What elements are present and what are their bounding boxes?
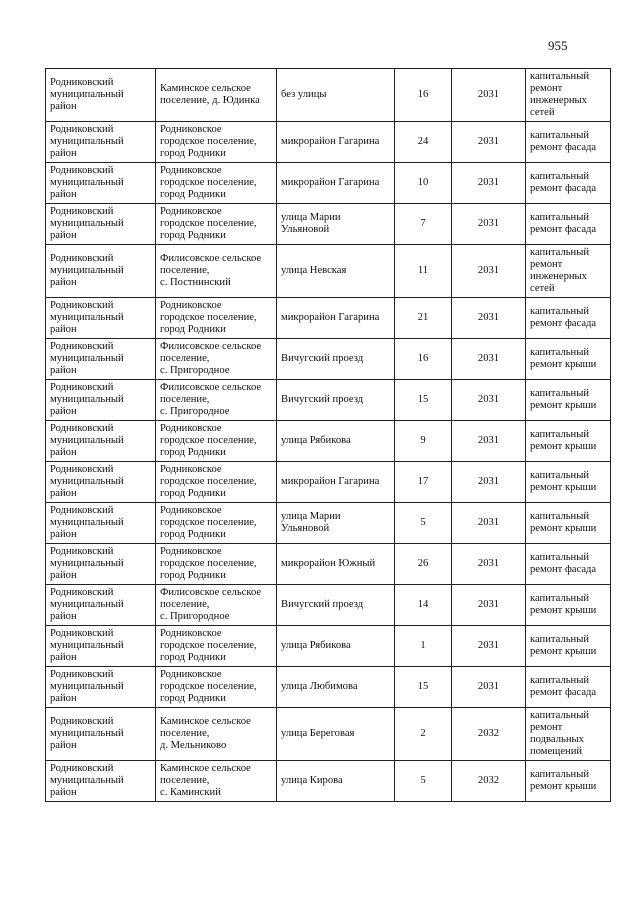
- house-number-cell: 26: [395, 544, 452, 585]
- work-type-cell: капитальный ремонт подвальных помещений: [526, 708, 611, 761]
- work-type-cell: капитальный ремонт инженерных сетей: [526, 245, 611, 298]
- street-cell: микрорайон Южный: [277, 544, 395, 585]
- table-row: [46, 380, 611, 421]
- table-row: [46, 204, 611, 245]
- street-cell: улица Любимова: [277, 667, 395, 708]
- street-cell: улица Марии Ульяновой: [277, 503, 395, 544]
- table-body: [46, 69, 611, 802]
- settlement-cell: Каминское сельское поселение, д. Мельниково: [156, 708, 277, 761]
- year-cell: 2031: [452, 503, 526, 544]
- work-type-cell: капитальный ремонт крыши: [526, 503, 611, 544]
- year-cell: 2031: [452, 585, 526, 626]
- house-number-cell: 16: [395, 339, 452, 380]
- street-cell: микрорайон Гагарина: [277, 298, 395, 339]
- house-number-cell: 10: [395, 163, 452, 204]
- year-cell: 2031: [452, 462, 526, 503]
- year-cell: 2031: [452, 122, 526, 163]
- settlement-cell: Филисовское сельское поселение, с. Пригородное: [156, 585, 277, 626]
- table-row: [46, 69, 611, 122]
- district-cell: Родниковский муниципальный район: [46, 626, 156, 667]
- district-cell: Родниковский муниципальный район: [46, 339, 156, 380]
- year-cell: 2031: [452, 163, 526, 204]
- house-number-cell: 21: [395, 298, 452, 339]
- street-cell: Вичугский проезд: [277, 380, 395, 421]
- year-cell: 2031: [452, 339, 526, 380]
- street-cell: улица Рябикова: [277, 421, 395, 462]
- district-cell: Родниковский муниципальный район: [46, 245, 156, 298]
- settlement-cell: Филисовское сельское поселение, с. Пригородное: [156, 380, 277, 421]
- year-cell: 2032: [452, 708, 526, 761]
- work-type-cell: капитальный ремонт крыши: [526, 462, 611, 503]
- district-cell: Родниковский муниципальный район: [46, 69, 156, 122]
- table-row: [46, 421, 611, 462]
- house-number-cell: 16: [395, 69, 452, 122]
- settlement-cell: Филисовское сельское поселение, с. Пригородное: [156, 339, 277, 380]
- work-type-cell: капитальный ремонт фасада: [526, 544, 611, 585]
- table-row: [46, 245, 611, 298]
- work-type-cell: капитальный ремонт фасада: [526, 298, 611, 339]
- settlement-cell: Родниковское городское поселение, город Родники: [156, 503, 277, 544]
- work-type-cell: капитальный ремонт крыши: [526, 626, 611, 667]
- work-type-cell: капитальный ремонт крыши: [526, 339, 611, 380]
- year-cell: 2031: [452, 421, 526, 462]
- work-type-cell: капитальный ремонт крыши: [526, 585, 611, 626]
- street-cell: микрорайон Гагарина: [277, 163, 395, 204]
- district-cell: Родниковский муниципальный район: [46, 122, 156, 163]
- year-cell: 2031: [452, 204, 526, 245]
- street-cell: улица Рябикова: [277, 626, 395, 667]
- district-cell: Родниковский муниципальный район: [46, 503, 156, 544]
- house-number-cell: 1: [395, 626, 452, 667]
- street-cell: без улицы: [277, 69, 395, 122]
- table-row: [46, 708, 611, 761]
- street-cell: улица Береговая: [277, 708, 395, 761]
- year-cell: 2031: [452, 298, 526, 339]
- district-cell: Родниковский муниципальный район: [46, 462, 156, 503]
- year-cell: 2031: [452, 69, 526, 122]
- street-cell: Вичугский проезд: [277, 585, 395, 626]
- district-cell: Родниковский муниципальный район: [46, 204, 156, 245]
- settlement-cell: Каминское сельское поселение, д. Юдинка: [156, 69, 277, 122]
- district-cell: Родниковский муниципальный район: [46, 380, 156, 421]
- work-type-cell: капитальный ремонт фасада: [526, 204, 611, 245]
- work-type-cell: капитальный ремонт фасада: [526, 163, 611, 204]
- house-number-cell: 24: [395, 122, 452, 163]
- district-cell: Родниковский муниципальный район: [46, 421, 156, 462]
- year-cell: 2031: [452, 544, 526, 585]
- settlement-cell: Родниковское городское поселение, город Родники: [156, 122, 277, 163]
- table-row: [46, 626, 611, 667]
- district-cell: Родниковский муниципальный район: [46, 163, 156, 204]
- house-number-cell: 9: [395, 421, 452, 462]
- settlement-cell: Каминское сельское поселение, с. Каминский: [156, 761, 277, 802]
- settlement-cell: Родниковское городское поселение, город Родники: [156, 204, 277, 245]
- settlement-cell: Родниковское городское поселение, город Родники: [156, 544, 277, 585]
- work-type-cell: капитальный ремонт фасада: [526, 667, 611, 708]
- year-cell: 2031: [452, 626, 526, 667]
- table-row: [46, 163, 611, 204]
- table-row: [46, 761, 611, 802]
- house-number-cell: 17: [395, 462, 452, 503]
- settlement-cell: Филисовское сельское поселение, с. Постнинский: [156, 245, 277, 298]
- year-cell: 2031: [452, 380, 526, 421]
- table-row: [46, 122, 611, 163]
- street-cell: улица Невская: [277, 245, 395, 298]
- street-cell: микрорайон Гагарина: [277, 462, 395, 503]
- street-cell: улица Марии Ульяновой: [277, 204, 395, 245]
- page-number: 955: [548, 38, 568, 53]
- work-type-cell: капитальный ремонт фасада: [526, 122, 611, 163]
- house-number-cell: 5: [395, 503, 452, 544]
- table-row: [46, 339, 611, 380]
- district-cell: Родниковский муниципальный район: [46, 761, 156, 802]
- district-cell: Родниковский муниципальный район: [46, 585, 156, 626]
- district-cell: Родниковский муниципальный район: [46, 667, 156, 708]
- repair-schedule-table: [45, 68, 611, 802]
- house-number-cell: 15: [395, 380, 452, 421]
- year-cell: 2031: [452, 245, 526, 298]
- house-number-cell: 7: [395, 204, 452, 245]
- house-number-cell: 2: [395, 708, 452, 761]
- house-number-cell: 15: [395, 667, 452, 708]
- settlement-cell: Родниковское городское поселение, город Родники: [156, 626, 277, 667]
- table-row: [46, 503, 611, 544]
- settlement-cell: Родниковское городское поселение, город Родники: [156, 163, 277, 204]
- work-type-cell: капитальный ремонт крыши: [526, 380, 611, 421]
- street-cell: микрорайон Гагарина: [277, 122, 395, 163]
- settlement-cell: Родниковское городское поселение, город Родники: [156, 421, 277, 462]
- table-row: [46, 585, 611, 626]
- work-type-cell: капитальный ремонт крыши: [526, 761, 611, 802]
- table-row: [46, 298, 611, 339]
- table-row: [46, 462, 611, 503]
- settlement-cell: Родниковское городское поселение, город Родники: [156, 462, 277, 503]
- house-number-cell: 11: [395, 245, 452, 298]
- settlement-cell: Родниковское городское поселение, город Родники: [156, 298, 277, 339]
- street-cell: улица Кирова: [277, 761, 395, 802]
- house-number-cell: 5: [395, 761, 452, 802]
- district-cell: Родниковский муниципальный район: [46, 708, 156, 761]
- table-row: [46, 667, 611, 708]
- work-type-cell: капитальный ремонт инженерных сетей: [526, 69, 611, 122]
- house-number-cell: 14: [395, 585, 452, 626]
- district-cell: Родниковский муниципальный район: [46, 544, 156, 585]
- settlement-cell: Родниковское городское поселение, город Родники: [156, 667, 277, 708]
- street-cell: Вичугский проезд: [277, 339, 395, 380]
- work-type-cell: капитальный ремонт крыши: [526, 421, 611, 462]
- table-row: [46, 544, 611, 585]
- year-cell: 2031: [452, 667, 526, 708]
- district-cell: Родниковский муниципальный район: [46, 298, 156, 339]
- year-cell: 2032: [452, 761, 526, 802]
